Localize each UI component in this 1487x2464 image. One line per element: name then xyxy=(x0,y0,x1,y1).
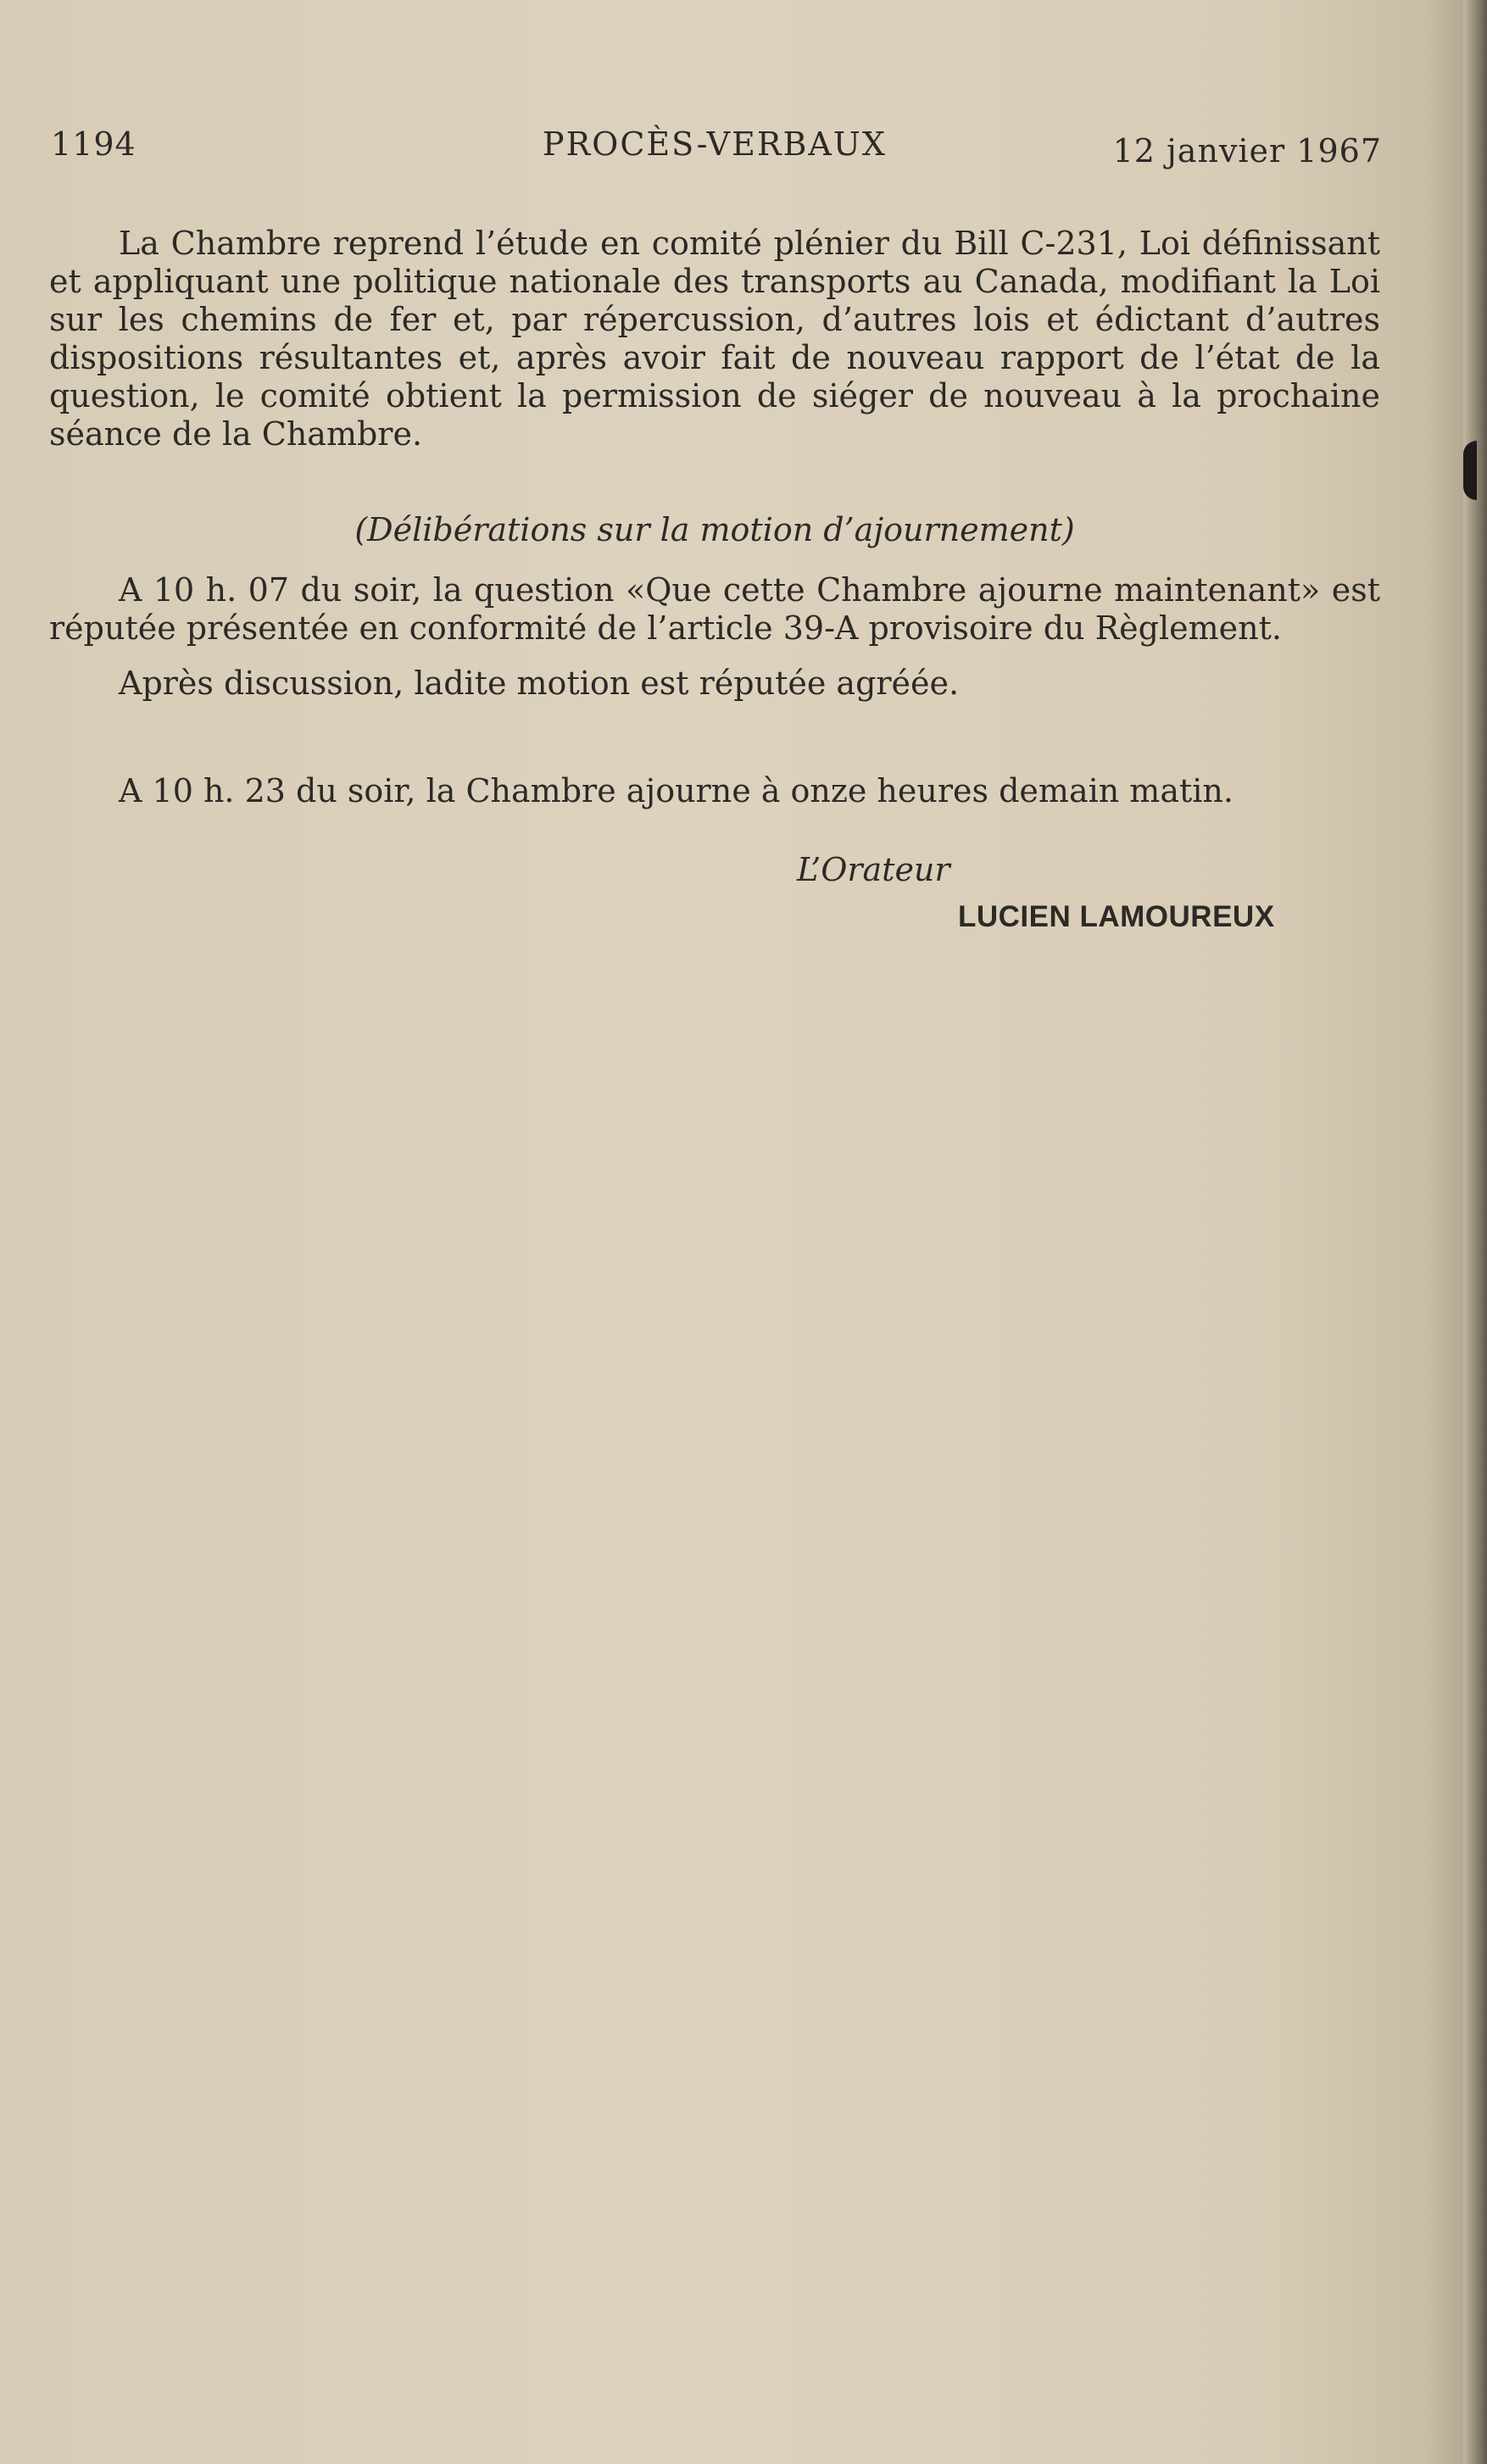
signature-title: L’Orateur xyxy=(797,851,950,888)
page-edge xyxy=(1463,0,1487,2464)
running-title: PROCÈS-VERBAUX xyxy=(543,125,887,163)
page-header xyxy=(51,125,1382,176)
paragraph-committee-study: La Chambre reprend l’étude en comité plénier du Bill C-231, Loi définissant et appliquant une politique nationale des transports au Canada, modifiant la Loi sur les chemins de fer et, par répercussion, d’autres lois et édictant d’autres dispositions résultantes et, après avoir fait de nouveau rapport de l’état de la question, le comité obtient la permission de siéger de nouveau à la prochaine séance de la Chambre. xyxy=(49,225,1380,453)
header-date: 12 janvier 1967 xyxy=(1112,132,1382,170)
page-number: 1194 xyxy=(51,125,136,163)
paragraph-motion-agreed: Après discussion, ladite motion est réputée agréée. xyxy=(119,665,960,702)
section-heading: (Délibérations sur la motion d’ajournement) xyxy=(354,511,1075,548)
page-tab-mark xyxy=(1463,441,1477,500)
paragraph-adjournment-question: A 10 h. 07 du soir, la question «Que cette Chambre ajourne maintenant» est réputée présentée en conformité de l’article 39-A provisoire du Règlement. xyxy=(49,571,1380,647)
signature-name: LUCIEN LAMOUREUX xyxy=(958,900,1275,933)
paragraph-house-adjourns: A 10 h. 23 du soir, la Chambre ajourne à onze heures demain matin. xyxy=(119,772,1234,809)
document-body xyxy=(49,225,1380,936)
